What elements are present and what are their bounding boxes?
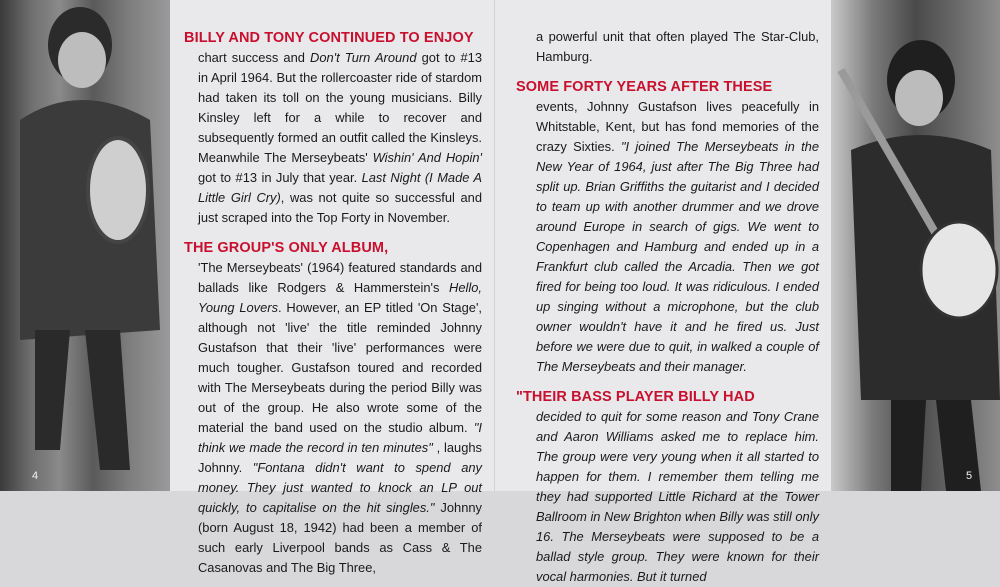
text-run: "I think we made the record in ten minutes" [198, 420, 482, 455]
paragraph-star-club [536, 27, 819, 67]
text-page-right [496, 0, 831, 584]
heading-forty-years: SOME FORTY YEARS AFTER THESE [516, 79, 773, 95]
text-run: got to #13 in April 1964. But the rollercoaster ride of stardom had taken its toll on the young musicians. Billy Kinsley left for a while to recover and subsequently formed an outfit called the Kinsleys. Meanwhile The Merseybeats' [198, 50, 482, 165]
paragraph-bass-player [536, 407, 819, 587]
text-run: a powerful unit that often played The Star-Club, Hamburg. [536, 29, 819, 64]
text-run: got to #13 in July that year. [198, 170, 362, 185]
heading-billy-and-tony: BILLY AND TONY CONTINUED TO ENJOY [184, 30, 474, 46]
text-run: Last Night (I Made A Little Girl Cry) [198, 170, 482, 205]
text-run: decided to quit for some reason and Tony Crane and Aaron Williams asked me to replace him. The group were very young when it all started to happen for them. I remember them telling me they had supported Little Richard at the Tower Ballroom in New Brighton when Billy was still only 16. The Merseybeats were supposed to be a ballad style group. They were known for their vocal harmonies. But it turned [536, 409, 819, 584]
paragraph-chart-success [198, 48, 482, 228]
photo-figure-left [0, 0, 170, 491]
text-run: "I joined The Merseybeats in the New Year of 1964, just after The Big Three had split up. Brian Griffiths the guitarist and I decided to team up with another drummer and we drove around Europe in search of gigs. We went to Copenhagen and Hamburg and ended up in a Frankfurt club called the Arcadia. Then we got fired for being too loud. It was ridiculous. I ended up singing without a microphone, but the club owner wouldn't have it and he fired us. Just before we were due to quit, in walked a couple of The Merseybeats and their manager. [536, 139, 819, 374]
text-run: 'The Merseybeats' (1964) featured standards and ballads like Rodgers & Hammerstein's [198, 260, 482, 295]
text-run: . However, an EP titled 'On Stage', although not 'live' the title reminded Johnny Gustafson that their 'live' performances were much tougher. Gustafson toured and recorded with The Merseybeats during the period Billy was out of the group. He also wrote some of the material the band used on the studio album. [198, 300, 482, 435]
photo-bassist-right [831, 0, 1000, 491]
text-run: Hello, Young Lovers [198, 280, 482, 315]
page-number-left: 4 [32, 470, 39, 482]
text-run: chart success and [198, 50, 311, 65]
paragraph-only-album [198, 258, 482, 578]
text-run: , laughs Johnny. [198, 440, 482, 475]
text-run: Wishin' And Hopin' [372, 150, 482, 165]
paragraph-whitstable [536, 97, 819, 377]
text-run: events, Johnny Gustafson lives peacefully in Whitstable, Kent, but has fond memories of the crazy Sixties. [536, 99, 819, 154]
photo-guitarist-left [0, 0, 170, 491]
text-run: Don't Turn Around [310, 50, 417, 65]
text-run: Johnny (born August 18, 1942) had been a member of such early Liverpool bands as Cass & The Casanovas and The Big Three, [198, 500, 482, 575]
text-run: "Fontana didn't want to spend any money. They just wanted to knock an LP out quickly, to capitalise on the hit singles." [198, 460, 482, 515]
text-run: , was not quite so successful and just scraped into the Top Forty in November. [198, 190, 482, 225]
text-page-left [170, 0, 496, 575]
page-number-right: 5 [966, 470, 973, 482]
heading-bass-player: "THEIR BASS PLAYER BILLY HAD [516, 389, 755, 405]
photo-figure-right [831, 0, 1000, 491]
heading-only-album: THE GROUP'S ONLY ALBUM, [184, 240, 389, 256]
